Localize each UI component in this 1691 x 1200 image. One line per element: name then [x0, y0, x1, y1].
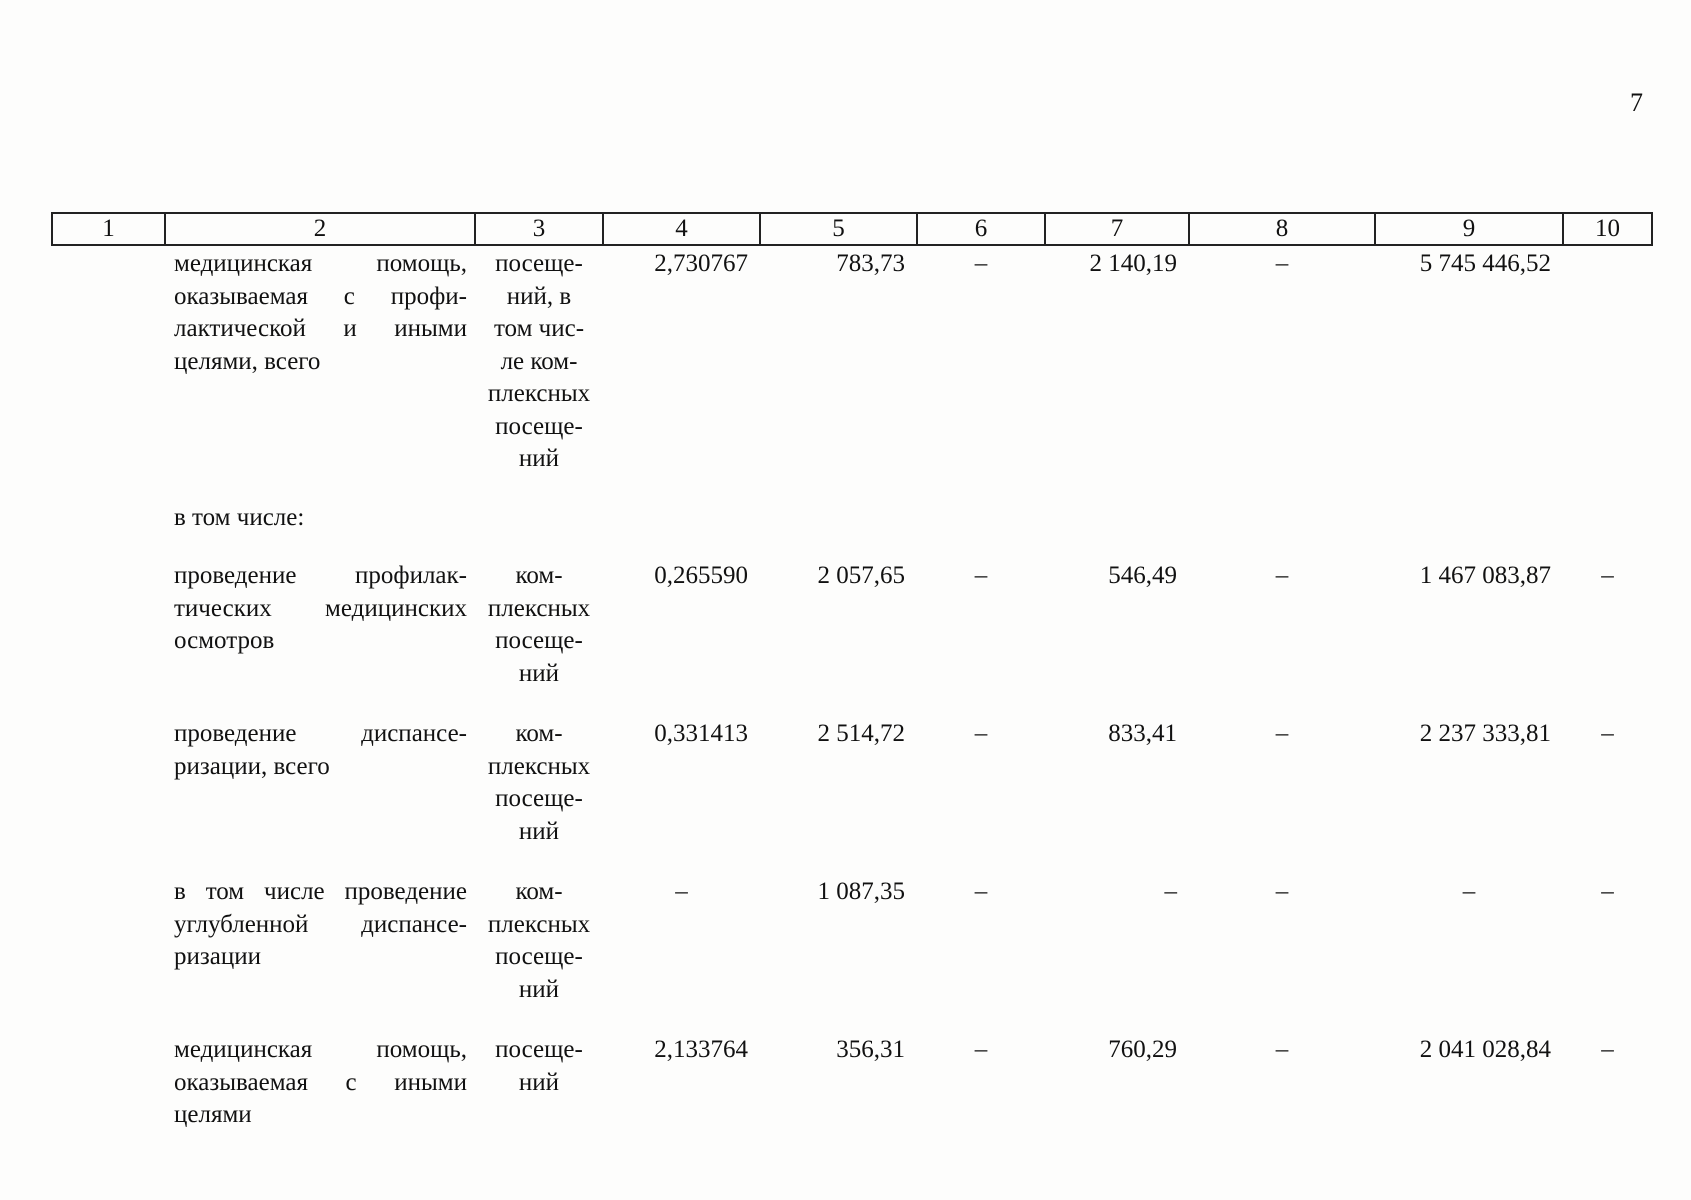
row-name-line: тических медицинских [174, 594, 467, 622]
unit-line: посеще- [495, 412, 583, 440]
page-number: 7 [1630, 88, 1643, 117]
unit-line: посеще- [495, 785, 583, 812]
value-cell-col6: – [974, 250, 988, 277]
unit-line: ний [518, 445, 560, 472]
unit-line: посеще- [495, 943, 583, 970]
unit-line: том чис- [493, 315, 585, 342]
column-number-header: 4 [603, 213, 760, 245]
row-name-line: оказываемая с профи- [174, 282, 467, 310]
row-name-line: лактической и иными [174, 315, 467, 342]
value-cell-col4: 2,133764 [654, 1036, 748, 1063]
value-cell-col6: – [974, 1036, 988, 1063]
unit-cell [475, 245, 603, 502]
row-name-cell [52, 1032, 475, 1158]
row-name-line: оказываемая с иными [174, 1068, 467, 1096]
unit-line: посеще- [495, 250, 583, 277]
column-number-header: 3 [475, 213, 603, 245]
table-row [52, 716, 1652, 874]
column-number-header: 10 [1563, 213, 1652, 245]
subheading: в том числе: [174, 503, 305, 531]
row-name-line: целями, всего [174, 347, 321, 375]
row-name-line: ризации [174, 943, 261, 970]
value-cell-col10 [1563, 245, 1652, 502]
column-number-header-row [52, 213, 1652, 245]
value-cell-col9: 2 237 333,81 [1419, 720, 1551, 747]
value-cell-col8: – [1275, 878, 1289, 905]
column-number-header: 5 [760, 213, 917, 245]
table-row [52, 874, 1652, 1032]
value-cell-col7: – [1164, 878, 1177, 905]
table-row [52, 1032, 1652, 1158]
value-cell-col7: 2 140,19 [1089, 250, 1177, 277]
column-number-header: 2 [165, 213, 475, 245]
column-number-header: 8 [1189, 213, 1375, 245]
value-cell-col7: 833,41 [1108, 720, 1177, 747]
unit-line: ний [518, 1068, 560, 1096]
value-cell-col10: – [1601, 720, 1614, 747]
value-cell-col10: – [1601, 878, 1614, 905]
value-cell-col8: – [1275, 250, 1289, 277]
unit-line: посеще- [495, 627, 583, 654]
value-cell-col5: 2 057,65 [817, 562, 905, 589]
value-cell-col9: 2 041 028,84 [1419, 1036, 1551, 1063]
row-name-line: углубленной диспансе- [174, 910, 467, 938]
row-name-cell [52, 874, 475, 1032]
column-number-header: 6 [917, 213, 1045, 245]
unit-line: плексных [487, 910, 591, 938]
value-cell-col6: – [974, 878, 988, 905]
value-cell-col10: – [1601, 562, 1614, 589]
unit-line: ле ком- [500, 347, 578, 375]
unit-cell [475, 874, 603, 1032]
unit-line: ком- [515, 878, 563, 905]
table-row [52, 558, 1652, 716]
row-name-cell [52, 558, 475, 716]
row-name-line: проведение диспансе- [174, 720, 467, 747]
value-cell-col8: – [1275, 720, 1289, 747]
value-cell-col5: 783,73 [836, 250, 905, 277]
unit-line: ний, в [506, 282, 572, 310]
unit-line: посеще- [495, 1036, 583, 1063]
value-cell-col9: – [1462, 878, 1476, 905]
value-cell-col4: 0,265590 [654, 562, 748, 589]
unit-cell [475, 1032, 603, 1158]
value-cell-col4: 2,730767 [654, 250, 748, 277]
column-number-header: 7 [1045, 213, 1189, 245]
unit-line: ком- [515, 562, 563, 589]
row-name-line: в том числе проведение [174, 878, 467, 905]
value-cell-col10: – [1601, 1036, 1614, 1063]
unit-line: ком- [515, 720, 563, 747]
value-cell-col6: – [974, 720, 988, 747]
subheading-row [52, 502, 1652, 559]
unit-line: плексных [487, 752, 591, 780]
value-cell-col4: – [675, 878, 688, 905]
value-cell-col9: 5 745 446,52 [1419, 250, 1551, 277]
value-cell-col5: 1 087,35 [817, 878, 905, 905]
value-cell-col4: 0,331413 [654, 720, 748, 747]
row-name-line: осмотров [174, 627, 275, 654]
row-name-line: медицинская помощь, [174, 250, 467, 277]
unit-line: ний [518, 817, 560, 845]
column-number-header: 1 [52, 213, 165, 245]
row-name-line: целями [174, 1101, 252, 1128]
value-cell-col7: 760,29 [1108, 1036, 1177, 1063]
value-cell-col8: – [1275, 562, 1289, 589]
unit-line: ний [518, 975, 560, 1003]
value-cell-col7: 546,49 [1108, 562, 1177, 589]
value-cell-col9: 1 467 083,87 [1419, 562, 1551, 589]
row-name-cell [52, 245, 475, 502]
column-number-header: 9 [1375, 213, 1563, 245]
unit-cell [475, 716, 603, 874]
row-name-line: медицинская помощь, [174, 1036, 467, 1063]
row-name-line: ризации, всего [174, 752, 330, 780]
value-cell-col5: 356,31 [836, 1036, 905, 1063]
value-cell-col8: – [1275, 1036, 1289, 1063]
row-name-cell [52, 716, 475, 874]
unit-line: плексных [487, 380, 591, 407]
table-row [52, 245, 1652, 502]
unit-line: плексных [487, 594, 591, 622]
unit-cell [475, 558, 603, 716]
unit-line: ний [518, 659, 560, 687]
tariff-table [51, 212, 1653, 1158]
value-cell-col6: – [974, 562, 988, 589]
value-cell-col5: 2 514,72 [817, 720, 905, 747]
row-name-line: проведение профилак- [174, 562, 467, 589]
